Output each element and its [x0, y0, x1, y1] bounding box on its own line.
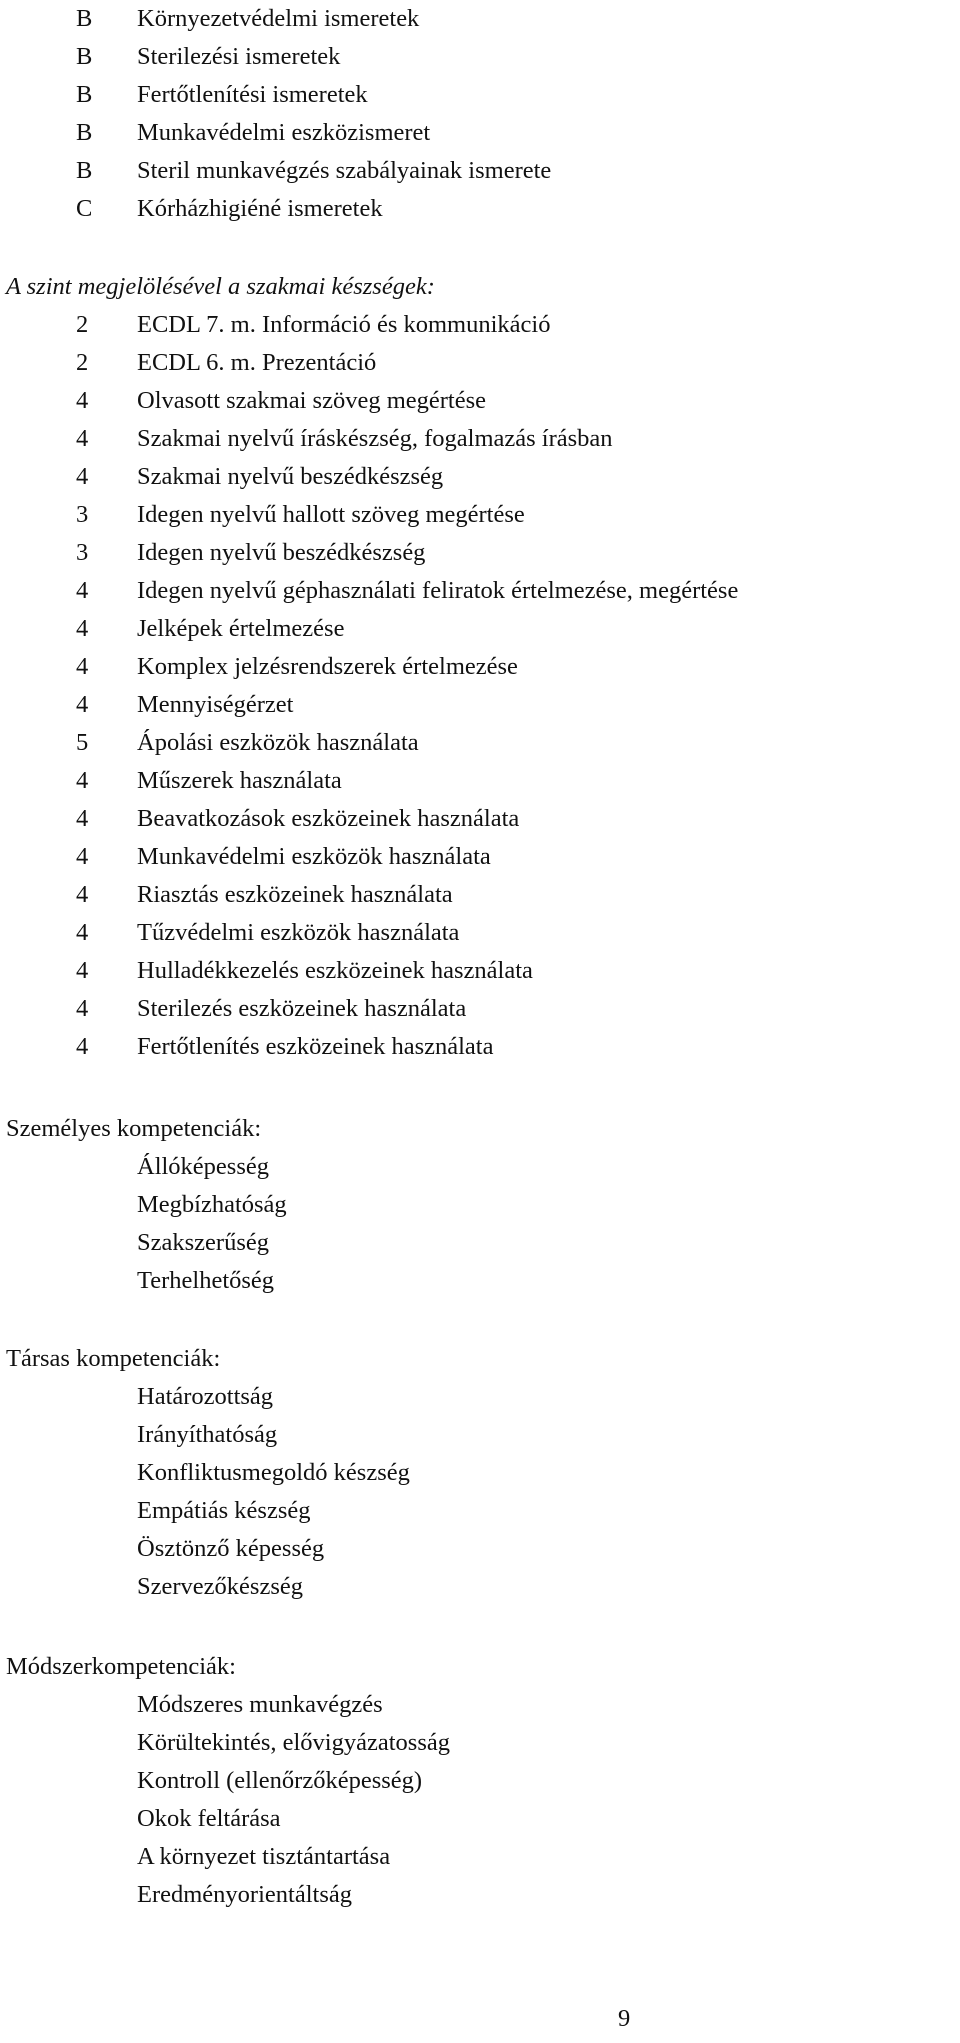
skill-label: Idegen nyelvű beszédkészség [137, 539, 426, 566]
knowledge-label: Kórházhigiéné ismeretek [137, 195, 383, 222]
knowledge-label: Steril munkavégzés szabályainak ismerete [137, 157, 552, 184]
skill-label: Fertőtlenítés eszközeinek használata [137, 1033, 494, 1060]
method-competency: Eredményorientáltság [137, 1881, 352, 1908]
skill-level: 4 [76, 957, 89, 984]
knowledge-level: B [76, 43, 93, 70]
skill-label: Műszerek használata [137, 767, 342, 794]
skill-level: 4 [76, 691, 89, 718]
skill-label: Szakmai nyelvű beszédkészség [137, 463, 444, 490]
skill-level: 4 [76, 653, 89, 680]
method-competency: Kontroll (ellenőrzőképesség) [137, 1767, 423, 1794]
skill-level: 4 [76, 425, 89, 452]
personal-competency: Megbízhatóság [137, 1191, 287, 1218]
knowledge-label: Sterilezési ismeretek [137, 43, 341, 70]
social-competencies-heading: Társas kompetenciák: [6, 1345, 221, 1372]
knowledge-level: B [76, 119, 93, 146]
method-competency: Módszeres munkavégzés [137, 1691, 383, 1718]
skill-level: 4 [76, 577, 89, 604]
knowledge-label: Fertőtlenítési ismeretek [137, 81, 368, 108]
skill-label: Hulladékkezelés eszközeinek használata [137, 957, 533, 984]
skill-label: ECDL 6. m. Prezentáció [137, 349, 377, 376]
method-competency: Okok feltárása [137, 1805, 281, 1832]
skill-level: 3 [76, 539, 89, 566]
skill-label: Riasztás eszközeinek használata [137, 881, 453, 908]
social-competency: Konfliktusmegoldó készség [137, 1459, 410, 1486]
personal-competency: Szakszerűség [137, 1229, 269, 1256]
skill-level: 4 [76, 1033, 89, 1060]
skill-level: 5 [76, 729, 89, 756]
social-competency: Szervezőkészség [137, 1573, 303, 1600]
skill-label: Olvasott szakmai szöveg megértése [137, 387, 487, 414]
knowledge-level: B [76, 81, 93, 108]
skill-label: Beavatkozások eszközeinek használata [137, 805, 520, 832]
social-competency: Empátiás készség [137, 1497, 311, 1524]
skill-label: Tűzvédelmi eszközök használata [137, 919, 460, 946]
knowledge-level: C [76, 195, 93, 222]
skill-level: 4 [76, 615, 89, 642]
personal-competency: Terhelhetőség [137, 1267, 275, 1294]
skills-heading: A szint megjelölésével a szakmai készségek: [6, 273, 435, 300]
skill-level: 2 [76, 311, 89, 338]
skill-level: 4 [76, 881, 89, 908]
knowledge-level: B [76, 5, 93, 32]
skill-label: Idegen nyelvű géphasználati feliratok értelmezése, megértése [137, 577, 739, 604]
skill-level: 2 [76, 349, 89, 376]
personal-competency: Állóképesség [137, 1153, 269, 1180]
social-competency: Irányíthatóság [137, 1421, 278, 1448]
social-competency: Ösztönző képesség [137, 1535, 325, 1562]
knowledge-level: B [76, 157, 93, 184]
method-competencies-heading: Módszerkompetenciák: [6, 1653, 236, 1680]
skill-level: 4 [76, 805, 89, 832]
skill-level: 4 [76, 463, 89, 490]
page-number: 9 [618, 2005, 631, 2032]
personal-competencies-heading: Személyes kompetenciák: [6, 1115, 262, 1142]
skill-level: 4 [76, 387, 89, 414]
social-competency: Határozottság [137, 1383, 274, 1410]
skill-level: 4 [76, 843, 89, 870]
skill-label: Munkavédelmi eszközök használata [137, 843, 491, 870]
skill-label: Sterilezés eszközeinek használata [137, 995, 467, 1022]
skill-level: 4 [76, 919, 89, 946]
method-competency: Körültekintés, elővigyázatosság [137, 1729, 450, 1756]
skill-label: Mennyiségérzet [137, 691, 294, 718]
skill-label: ECDL 7. m. Információ és kommunikáció [137, 311, 551, 338]
skill-label: Jelképek értelmezése [137, 615, 345, 642]
knowledge-label: Környezetvédelmi ismeretek [137, 5, 420, 32]
skill-label: Szakmai nyelvű íráskészség, fogalmazás írásban [137, 425, 613, 452]
skill-label: Ápolási eszközök használata [137, 729, 419, 756]
skill-label: Idegen nyelvű hallott szöveg megértése [137, 501, 525, 528]
method-competency: A környezet tisztántartása [137, 1843, 391, 1870]
skill-level: 4 [76, 767, 89, 794]
skill-label: Komplex jelzésrendszerek értelmezése [137, 653, 518, 680]
skill-level: 4 [76, 995, 89, 1022]
knowledge-label: Munkavédelmi eszközismeret [137, 119, 431, 146]
skill-level: 3 [76, 501, 89, 528]
